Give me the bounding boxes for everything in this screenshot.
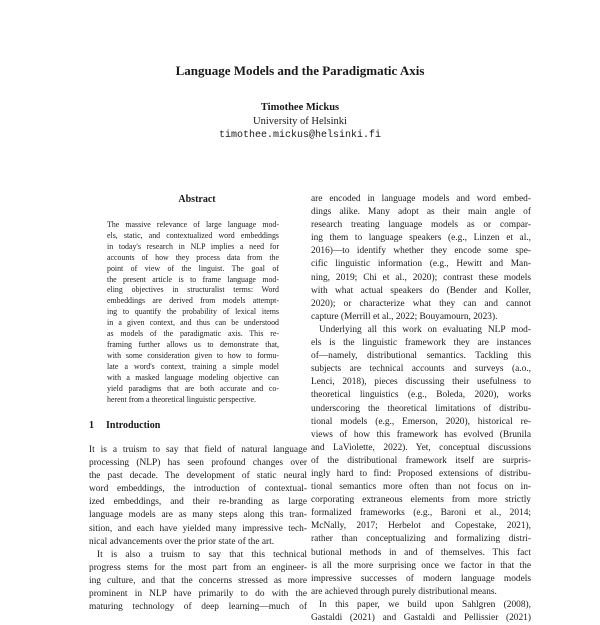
abstract-heading: Abstract [178,194,216,205]
text-line: tional models (e.g., Emerson, 2020), historical re- [311,416,531,427]
text-line: are encoded in language models and word embed- [311,194,531,204]
text-line: framing further allows us to demonstrate that, [107,339,279,349]
text-line: In this paper, we build upon Sahlgren (2008), [319,599,531,610]
text-line: subjects are technical accounts and surveys (a.o., [311,364,531,375]
text-line: nical advancements over the prior state of the art. [89,536,275,547]
text-line: language models are as many steps along this tran- [89,510,307,521]
text-line: the past decade. The development of static neural [89,471,307,482]
paper-title: Language Models and the Paradigmatic Axis [175,63,425,78]
text-line: prominent in NLP have primarily to do with the [89,589,307,600]
text-line: of the distributional framework itself are surpris- [311,455,531,466]
section-heading [89,420,305,432]
text-line: underscoring the theoretical limitations of distribu- [311,403,531,414]
text-line: rather than conceptualizing and formalizing distri- [311,534,531,545]
text-line: is all the more surprising once we factor in that the [311,560,531,571]
author-block [0,101,600,143]
text-line: processing (NLP) has seen profound changes over [89,458,307,469]
text-line: els, static, and contextualized word embeddings [107,230,279,240]
text-line: capture (Merrill et al., 2022; Bouyamourn, 2023). [311,311,498,322]
text-line: butional methods in and of themselves. This fact [311,547,531,558]
text-line: sition, and each have yielded many impressive tech- [89,523,307,534]
text-line: eling objectives in structuralist terms: Word [107,285,279,295]
text-line: and LaViolette, 2022). Yet, conceptual discussions [311,442,531,453]
text-line: with a masked language modeling objective can [107,372,279,382]
text-line: the present article is to frame language mod- [107,274,279,284]
text-line: ized embeddings, and their re-branding as large [89,497,307,508]
text-line: Lenci, 2018), pieces discussing their usefulness to [311,377,531,388]
text-line: herent from a theoretical linguistic perspective. [107,394,256,404]
text-line: views of how this framework has evolved (Brunila [311,429,531,440]
text-line: It is a truism to say that field of natural language [89,445,307,455]
text-line: as models of the paradigmatic axis. This re- [107,329,279,339]
text-line: are achieved through purely distributional means. [311,586,497,597]
text-line: impressive successes of modern language models [311,573,531,584]
text-line: maturing technology of deep learning—much of [89,602,307,613]
text-line: 2020); or characterize what they can and cannot [311,298,531,309]
text-line: Gastaldi (2021) and Gastaldi and Pellissier (2021) [311,613,531,623]
text-line: of—namely, distributional semantics. Tackling this [311,351,531,362]
text-line: in a given context, and thus can be understood [107,318,279,328]
text-line: formalized frameworks (e.g., Baroni et al., 2014; [311,508,531,519]
text-line: It is also a truism to say that this technical [97,549,307,560]
text-line: cific linguistic information (e.g., Hewitt and Man- [311,259,531,270]
section-number: 1 [89,420,94,431]
text-line: ingly hard to find: Proposed extensions of distribu- [311,468,531,479]
text-line: with some consideration given to how to formu- [107,350,279,360]
text-line: progress stems for the most part from an engineer- [89,562,307,573]
author-name: Timothee Mickus [260,102,340,113]
intro-body [89,444,307,614]
text-line: theoretical linguistics (e.g., Boleda, 2020), works [311,390,531,401]
text-line: tional semantics more often than not focus on in- [311,482,531,493]
text-line: McNally, 2017; Herbelot and Copestake, 2021), [311,521,531,532]
text-line: embeddings are derived from models attempt- [107,296,279,306]
author-affiliation: University of Helsinki [253,116,347,127]
text-line: word embeddings, the introduction of contextual- [89,484,307,495]
text-line: accounts of how they process data from the [107,252,279,262]
section-title: Introduction [106,420,161,431]
author-email[interactable]: timothee.mickus@helsinki.fi [218,130,382,141]
right-column-body [311,193,531,625]
text-line: ing them to language speakers (e.g., Linzen et al., [311,233,531,244]
text-line: research treating language models as or compar- [311,220,531,231]
text-line: els is the linguistic framework they are instances [311,338,531,349]
text-line: ing to quantify the probability of lexical items [107,307,279,317]
text-line: late a word's context, training a simple model [107,361,279,371]
text-line: point of view of the linguist. The goal of [107,263,279,273]
text-line: with what actual speakers do (Bender and Koller, [311,285,531,296]
text-line: 2016)—to identify whether they encode some spe- [311,246,531,257]
text-line: ing culture, and that the concerns stressed as more [89,575,307,586]
text-line: corporating extraneous elements from more strictly [311,495,531,506]
text-line: in today's research in NLP implies a need for [107,241,279,251]
text-line: dings alike. Many adopt as their main angle of [311,207,531,218]
text-line: Underlying all this work on evaluating NLP mod- [319,324,531,335]
text-line: ning, 2019; Chi et al., 2020); contrast these models [311,272,531,283]
text-line: yield paradigms that are both accurate and co- [107,383,279,393]
abstract-body [107,220,279,405]
text-line: The massive relevance of large language mod- [107,220,279,229]
